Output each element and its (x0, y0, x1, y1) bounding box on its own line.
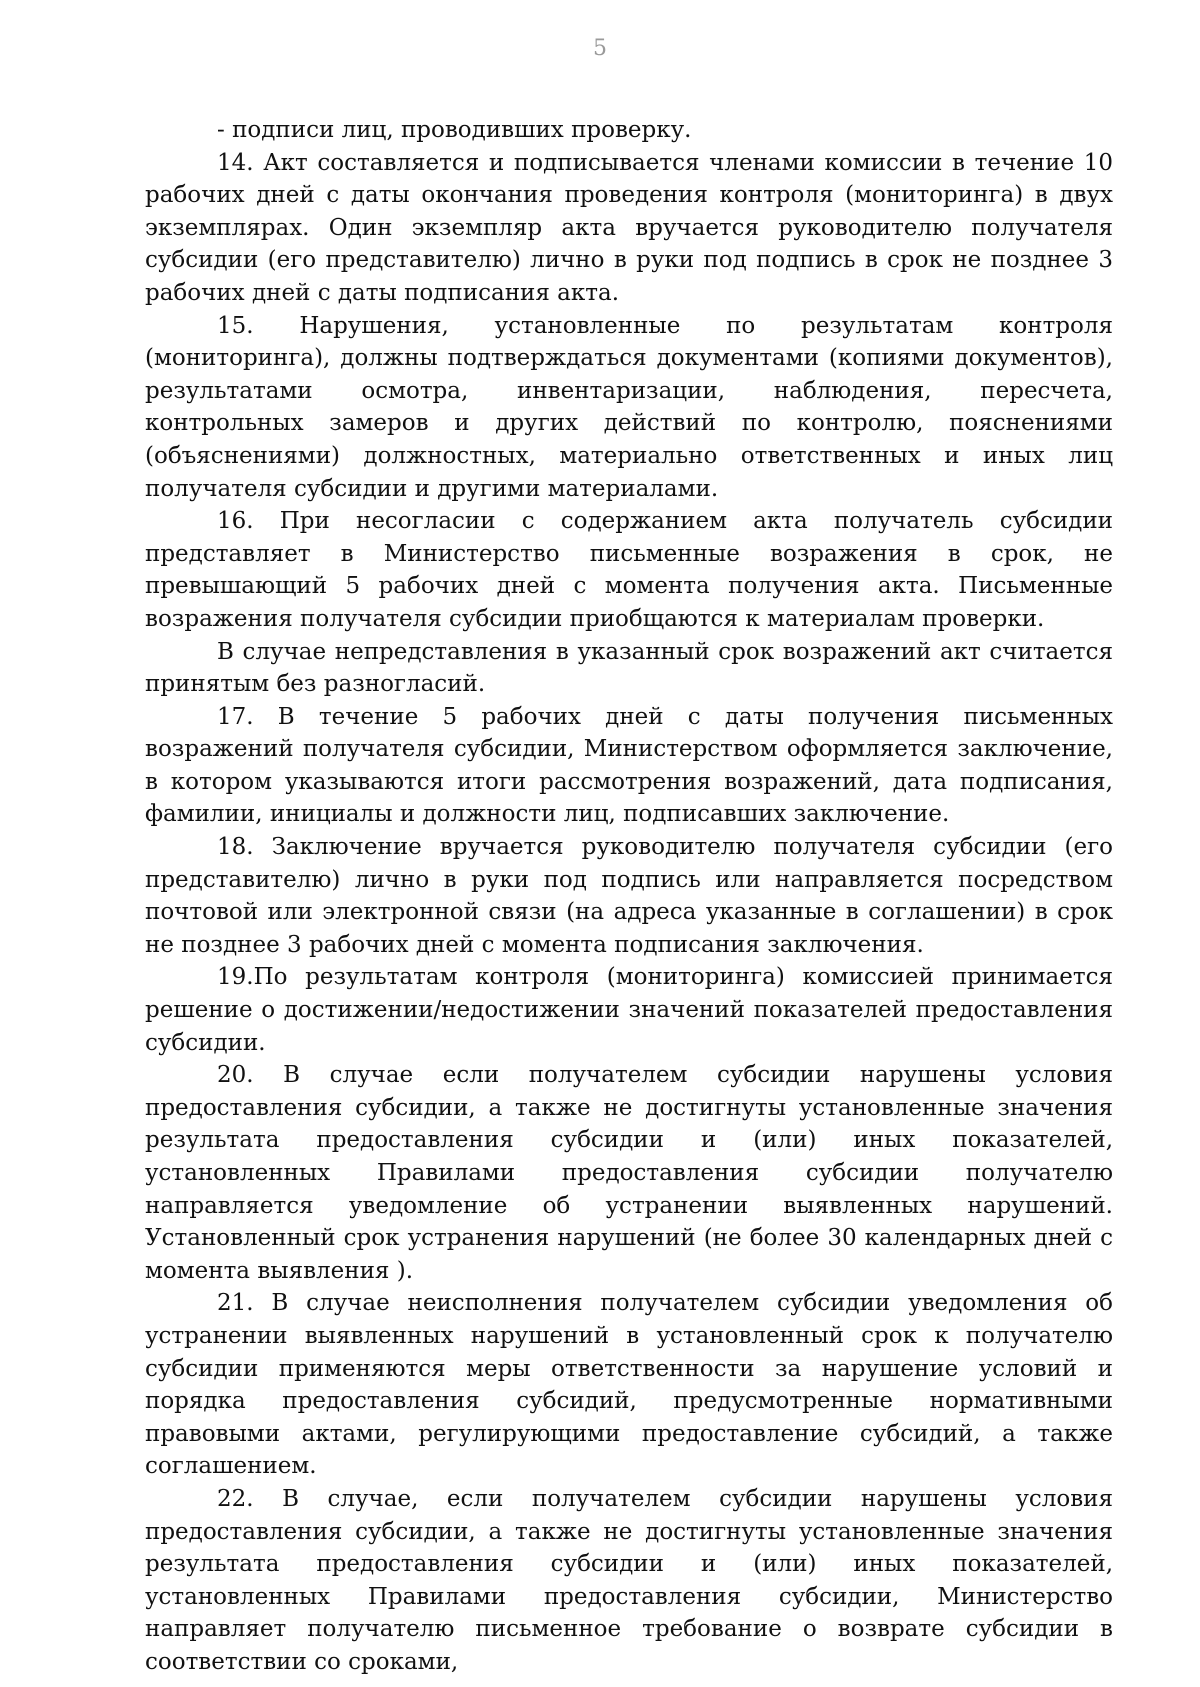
paragraph-14: 14. Акт составляется и подписывается членами комиссии в течение 10 рабочих дней с даты окончания проведения контроля (мониторинга) в двух экземплярах. Один экземпляр акта вручается руководителю получателя субсидии (его представителю) лично в руки под подпись в срок не позднее 3 рабочих дней с даты подписания акта. (145, 149, 1113, 306)
paragraph-17: 17. В течение 5 рабочих дней с даты получения письменных возражений получателя субсидии, Министерством оформляется заключение, в котором указываются итоги рассмотрения возражений, дата подписания, фамилии, инициалы и должности лиц, подписавших заключение. (145, 703, 1113, 828)
paragraph-15: 15. Нарушения, установленные по результатам контроля (мониторинга), должны подтверждаться документами (копиями документов), результатами осмотра, инвентаризации, наблюдения, пересчета, контрольных замеров и других действий по контролю, пояснениями (объяснениями) должностных, материально ответственных и иных лиц получателя субсидии и другими материалами. (145, 312, 1113, 502)
paragraph-21: 21. В случае неисполнения получателем субсидии уведомления об устранении выявленных нарушений в установленный срок к получателю субсидии применяются меры ответственности за нарушение условий и порядка предоставления субсидий, предусмотренные нормативными правовыми актами, регулирующими предоставление субсидий, а также соглашением. (145, 1290, 1113, 1480)
paragraph-22: 22. В случае, если получателем субсидии нарушены условия предоставления субсидии, а также не достигнуты установленные значения результата предоставления субсидии и (или) иных показателей, установленных Правилами предоставления субсидии, Министерство направляет получателю письменное требование о возврате субсидии в соответствии со сроками, (145, 1485, 1113, 1675)
paragraph-16-continued: В случае непредставления в указанный срок возражений акт считается принятым без разногласий. (145, 638, 1113, 698)
paragraph-20: 20. В случае если получателем субсидии нарушены условия предоставления субсидии, а также не достигнуты установленные значения результата предоставления субсидии и (или) иных показателей, установленных Правилами предоставления субсидии получателю направляется уведомление об устранении выявленных нарушений. Установленный срок устранения нарушений (не более 30 календарных дней с момента выявления ). (145, 1062, 1113, 1284)
paragraph-signatures: - подписи лиц, проводивших проверку. (217, 117, 692, 143)
paragraph-16: 16. При несогласии с содержанием акта получатель субсидии представляет в Министерство письменные возражения в срок, не превышающий 5 рабочих дней с момента получения акта. Письменные возражения получателя субсидии приобщаются к материалам проверки. (145, 508, 1113, 632)
page-number: 5 (593, 36, 607, 61)
paragraph-18: 18. Заключение вручается руководителю получателя субсидии (его представителю) лично в руки под подпись или направляется посредством почтовой или электронной связи (на адреса указанные в соглашении) в срок не позднее 3 рабочих дней с момента подписания заключения. (145, 834, 1113, 958)
paragraph-19: 19.По результатам контроля (мониторинга) комиссией принимается решение о достижении/недостижении значений показателей предоставления субсидии. (145, 964, 1113, 1056)
document-body (145, 114, 1113, 1679)
